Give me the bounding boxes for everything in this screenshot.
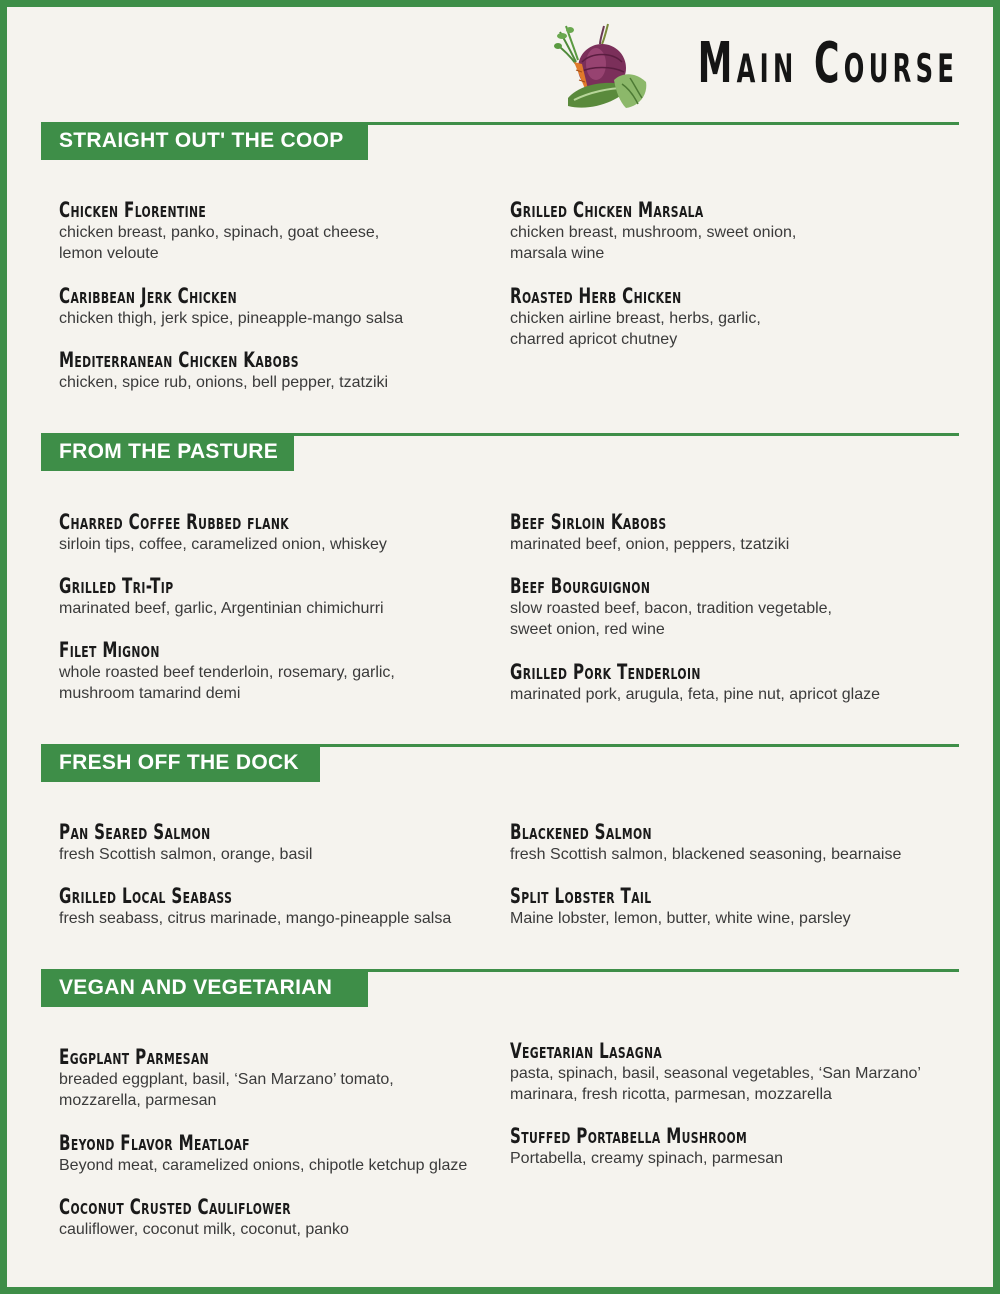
item-description: marinated pork, arugula, feta, pine nut, apricot glaze (510, 686, 880, 703)
item-description: pasta, spinach, basil, seasonal vegetables, ‘San Marzano’ marinara, fresh ricotta, parmesan, mozzarella (510, 1065, 921, 1103)
item-description: fresh Scottish salmon, blackened seasoning, bearnaise (510, 846, 902, 863)
item-name: Filet Mignon (59, 638, 160, 662)
section-label: STRAIGHT OUT' THE COOP (41, 122, 368, 160)
item-name: Eggplant Parmesan (59, 1045, 210, 1069)
vegetables-illustration-icon (552, 22, 650, 112)
item-description: Portabella, creamy spinach, parmesan (510, 1150, 784, 1167)
item-name: Blackened Salmon (510, 820, 652, 844)
menu-item (510, 820, 940, 865)
item-description: fresh Scottish salmon, orange, basil (59, 846, 313, 863)
item-name: Stuffed Portabella Mushroom (510, 1124, 748, 1148)
menu-item (59, 820, 489, 865)
item-name: Caribbean Jerk Chicken (59, 284, 238, 308)
item-name: Grilled Local Seabass (59, 884, 233, 908)
item-name: Mediterranean Chicken Kabobs (59, 348, 299, 372)
menu-item (510, 660, 940, 705)
item-name: Charred Coffee Rubbed flank (59, 510, 290, 534)
menu-item (510, 884, 940, 929)
menu-item (59, 284, 489, 329)
item-description: breaded eggplant, basil, ‘San Marzano’ tomato, mozzarella, parmesan (59, 1071, 394, 1109)
section-label: FROM THE PASTURE (41, 433, 294, 471)
item-description: slow roasted beef, bacon, tradition vegetable, sweet onion, red wine (510, 600, 832, 638)
menu-item (510, 1124, 940, 1169)
menu-item (510, 510, 940, 555)
menu-item (59, 1131, 489, 1176)
item-description: sirloin tips, coffee, caramelized onion, whiskey (59, 536, 387, 553)
menu-item (59, 198, 489, 264)
menu-item (59, 884, 489, 929)
menu-item (59, 638, 489, 704)
menu-item (510, 1039, 940, 1105)
menu-item (59, 574, 489, 619)
menu-item (59, 348, 489, 393)
item-name: Roasted Herb Chicken (510, 284, 682, 308)
item-description: chicken airline breast, herbs, garlic, charred apricot chutney (510, 310, 761, 348)
item-description: Maine lobster, lemon, butter, white wine, parsley (510, 910, 851, 927)
menu-item (59, 510, 489, 555)
item-name: Chicken Florentine (59, 198, 207, 222)
item-description: marinated beef, onion, peppers, tzatziki (510, 536, 790, 553)
item-name: Vegetarian Lasagna (510, 1039, 663, 1063)
section-label: FRESH OFF THE DOCK (41, 744, 320, 782)
menu-item (59, 1045, 489, 1111)
section-label: VEGAN AND VEGETARIAN (41, 969, 368, 1007)
item-name: Pan Seared Salmon (59, 820, 211, 844)
page-title: Main Course (697, 31, 958, 96)
item-description: chicken, spice rub, onions, bell pepper, tzatziki (59, 374, 389, 391)
item-description: chicken breast, mushroom, sweet onion, marsala wine (510, 224, 797, 262)
item-name: Beyond Flavor Meatloaf (59, 1131, 250, 1155)
item-name: Grilled Chicken Marsala (510, 198, 704, 222)
menu-item (59, 1195, 489, 1240)
item-name: Split Lobster Tail (510, 884, 652, 908)
menu-item (510, 284, 940, 350)
item-description: whole roasted beef tenderloin, rosemary, garlic, mushroom tamarind demi (59, 664, 395, 702)
item-name: Beef Bourguignon (510, 574, 651, 598)
item-description: Beyond meat, caramelized onions, chipotle ketchup glaze (59, 1157, 468, 1174)
item-name: Coconut Crusted Cauliflower (59, 1195, 291, 1219)
item-description: marinated beef, garlic, Argentinian chimichurri (59, 600, 384, 617)
item-description: chicken breast, panko, spinach, goat cheese, lemon veloute (59, 224, 380, 262)
item-name: Beef Sirloin Kabobs (510, 510, 667, 534)
menu-item (510, 574, 940, 640)
item-name: Grilled Tri-Tip (59, 574, 174, 598)
menu-item (510, 198, 940, 264)
item-description: chicken thigh, jerk spice, pineapple-mango salsa (59, 310, 404, 327)
item-description: fresh seabass, citrus marinade, mango-pineapple salsa (59, 910, 452, 927)
item-name: Grilled Pork Tenderloin (510, 660, 701, 684)
item-description: cauliflower, coconut milk, coconut, panko (59, 1221, 349, 1238)
